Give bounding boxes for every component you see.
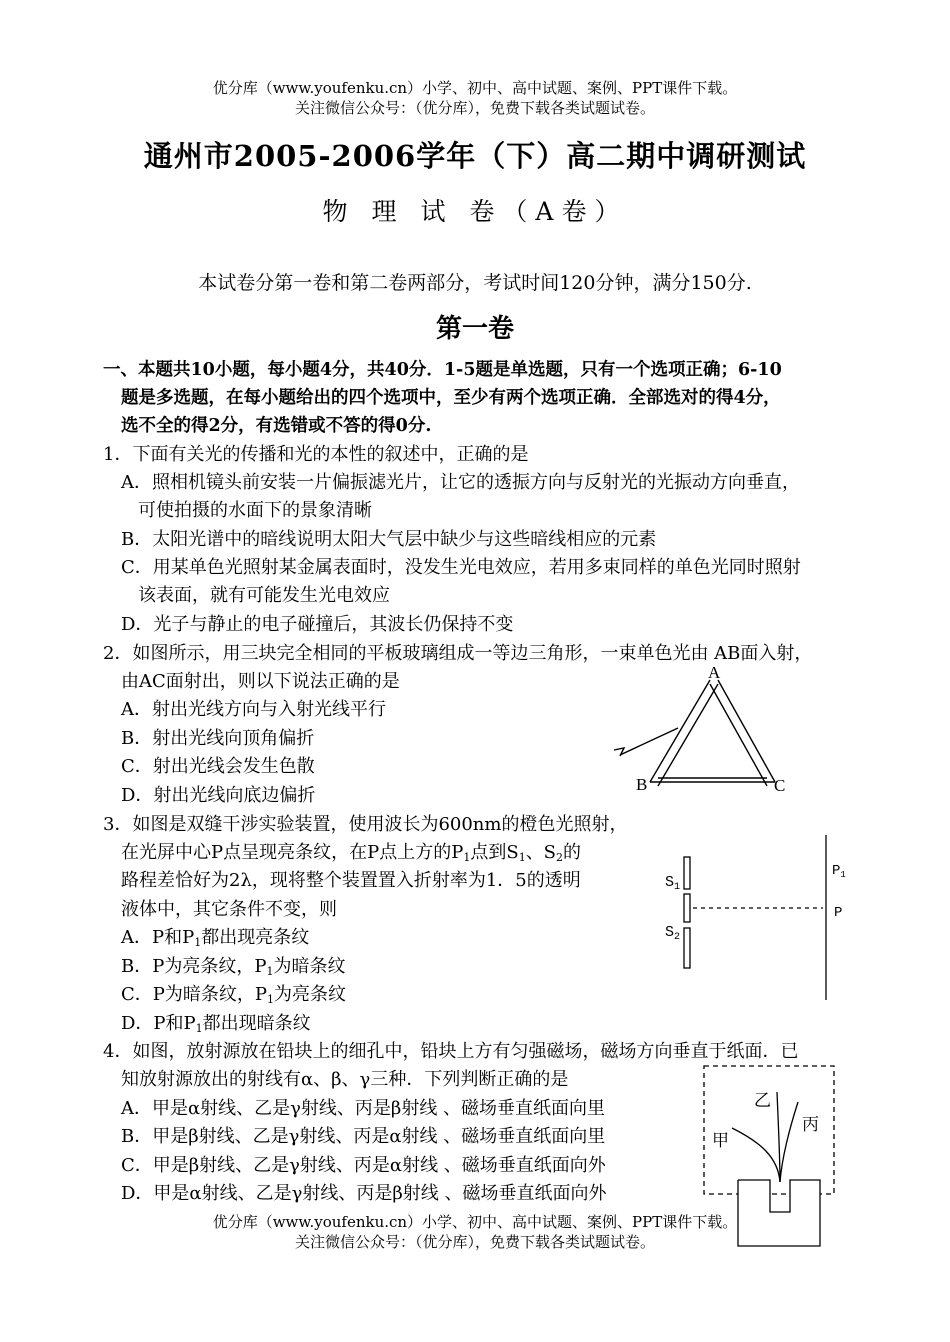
ray-bing-path: [780, 1102, 798, 1182]
q3-option-d: D．P和$P_1$都出现暗条纹: [121, 1013, 311, 1035]
header-line-2: 关注微信公众号：（优分库），免费下载各类试题试卷。: [294, 99, 655, 117]
slit-s1-label: $S_1$: [665, 874, 681, 893]
q4-stem-cont: 知放射源放出的射线有α、β、γ三种．下列判断正确的是: [121, 1069, 569, 1090]
slit-barrier-top: [684, 857, 690, 889]
section-instruction-line-2: 题是多选题，在每小题给出的四个选项中，至少有两个选项正确．全部选对的得4分，: [121, 388, 781, 408]
glass-plate-ac-inner: [710, 684, 767, 786]
section-instruction-line-1: 一、本题共10小题，每小题4分，共40分．1-5题是单选题，只有一个选项正确；6-10: [103, 360, 782, 380]
q1-option-a-cont: 可使拍摄的水面下的景象清晰: [138, 500, 372, 521]
q2-option-a: A．射出光线方向与入射光线平行: [121, 699, 386, 720]
vertex-b-label: B: [636, 775, 648, 794]
q4-option-c: C．甲是β射线、乙是γ射线、丙是α射线 、磁场垂直纸面向外: [121, 1155, 606, 1176]
q2-option-d: D．射出光线向底边偏折: [121, 785, 316, 806]
q1-option-c-cont: 该表面，就有可能发生光电效应: [138, 585, 390, 606]
q2-stem: 2．如图所示，用三块完全相同的平板玻璃组成一等边三角形，一束单色光由 AB面入射，: [103, 643, 813, 664]
slit-barrier-bottom: [684, 928, 690, 968]
ray-jia-path: [732, 1128, 780, 1182]
incident-arrow: [614, 748, 624, 756]
q1-option-a: A．照相机镜头前安装一片偏振滤光片，让它的透振方向与反射光的光振动方向垂直，: [121, 472, 800, 493]
slit-s2-label: $S_2$: [665, 924, 681, 943]
q2-option-b: B．射出光线向顶角偏折: [121, 728, 315, 749]
page-title: 通州市2005-2006学年（下）高二期中调研测试: [143, 139, 807, 173]
q2-triangle-figure: [600, 660, 800, 800]
vertex-c-label: C: [774, 776, 786, 795]
q4-stem: 4．如图，放射源放在铅块上的细孔中，铅块上方有匀强磁场，磁场方向垂直于纸面．已: [103, 1041, 799, 1062]
q3-double-slit-figure: [655, 830, 855, 1005]
ray-jia-label: 甲: [712, 1131, 729, 1151]
q1-stem: 1．下面有关光的传播和光的本性的叙述中，正确的是: [103, 444, 529, 465]
q1-option-b: B．太阳光谱中的暗线说明太阳大气层中缺少与这些暗线相应的元素: [121, 529, 657, 550]
footer-line-1: 优分库（www.youfenku.cn）小学、初中、高中试题、案例、PPT课件下载。: [212, 1213, 738, 1231]
q1-option-d: D．光子与静止的电子碰撞后，其波长仍保持不变: [121, 614, 514, 635]
ray-yi-label: 乙: [754, 1091, 771, 1111]
q3-stem-line-4: 液体中，其它条件不变，则: [121, 899, 337, 920]
header-line-1: 优分库（www.youfenku.cn）小学、初中、高中试题、案例、PPT课件下载。: [212, 79, 738, 97]
q1-option-c: C．用某单色光照射某金属表面时，没发生光电效应，若用多束同样的单色光同时照射: [121, 557, 801, 578]
point-p-label: P: [834, 905, 843, 921]
q3-option-c: C．P为暗条纹，$P_1$为亮条纹: [121, 984, 346, 1006]
q3-stem: 3．如图是双缝干涉实验装置，使用波长为600nm的橙色光照射，: [103, 814, 628, 835]
glass-plate-ab-inner: [658, 684, 718, 786]
ray-bing-label: 丙: [802, 1115, 819, 1135]
vertex-a-label: A: [708, 663, 721, 682]
q3-stem-line-2: 在光屏中心P点呈现亮条纹，在P点上方的$P_1$点到$S_1$、$S_2$的: [121, 842, 582, 864]
volume-heading: 第一卷: [435, 314, 514, 344]
page-subtitle: 物 理 试 卷（A卷）: [322, 197, 628, 226]
section-instruction-line-3: 选不全的得2分，有选错或不答的得0分.: [121, 416, 432, 436]
point-p1-label: $P_1$: [832, 863, 846, 880]
q2-stem-cont: 由AC面射出，则以下说法正确的是: [121, 671, 400, 692]
slit-barrier-middle: [684, 894, 690, 922]
q4-option-b: B．甲是β射线、乙是γ射线、丙是α射线 、磁场垂直纸面向里: [121, 1126, 606, 1147]
q3-option-b: B．P为亮条纹，$P_1$为暗条纹: [121, 956, 346, 978]
exam-intro: 本试卷分第一卷和第二卷两部分，考试时间120分钟，满分150分.: [198, 272, 752, 294]
glass-plate-ac-outer: [718, 680, 775, 782]
glass-plate-ab-outer: [650, 680, 710, 782]
q3-option-a: A．P和$P_1$都出现亮条纹: [121, 927, 310, 949]
q3-stem-line-3: 路程差恰好为2λ，现将整个装置置入折射率为1．5的透明: [121, 870, 581, 891]
incident-ray: [620, 728, 678, 755]
q2-option-c: C．射出光线会发生色散: [121, 756, 315, 777]
footer-line-2: 关注微信公众号：（优分库），免费下载各类试题试卷。: [294, 1233, 655, 1251]
q4-option-d: D．甲是α射线、乙是γ射线、丙是β射线 、磁场垂直纸面向外: [121, 1183, 607, 1204]
q4-option-a: A．甲是α射线、乙是γ射线、丙是β射线 、磁场垂直纸面向里: [121, 1098, 606, 1119]
